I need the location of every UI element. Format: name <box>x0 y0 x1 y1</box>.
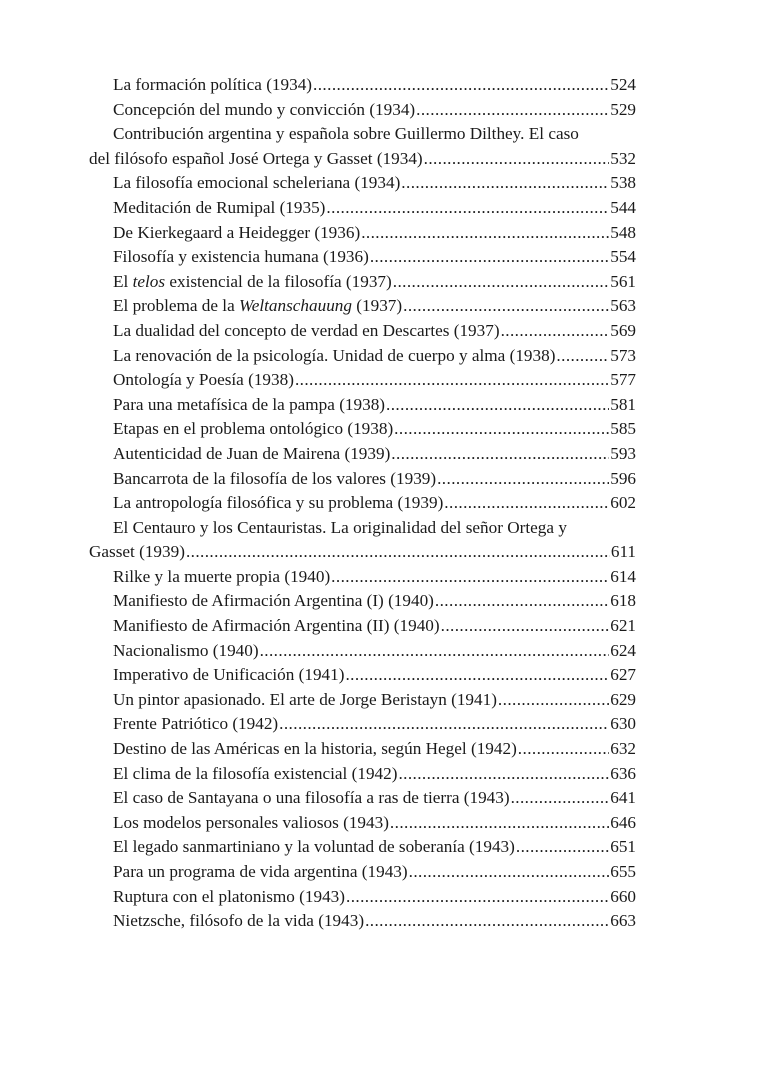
title-suffix: (1937) <box>352 296 403 316</box>
toc-entry-page: 585 <box>610 419 636 439</box>
toc-entry-page: 532 <box>610 148 636 168</box>
toc-entry-title: Filosofía y existencia humana (1936) <box>113 247 369 267</box>
toc-entry <box>89 835 636 860</box>
title-prefix: El <box>113 271 133 291</box>
toc-entry-title: La formación política (1934) <box>113 75 313 94</box>
toc-entry-title: Destino de las Américas en la historia, según Hegel (1942) <box>113 739 517 759</box>
toc-entry-title: El legado sanmartiniano y la voluntad de soberanía (1943) <box>113 837 515 857</box>
toc-entry-title <box>113 270 392 295</box>
toc-entry <box>89 688 636 713</box>
dot-leader <box>501 319 610 344</box>
toc-entry <box>89 270 636 295</box>
toc-entry-title: La renovación de la psicología. Unidad de cuerpo y alma (1938) <box>113 345 556 365</box>
toc-entry-page: 627 <box>610 665 636 685</box>
toc-entry-page: 593 <box>610 443 636 463</box>
dot-leader <box>326 196 609 221</box>
toc-entry-page: 624 <box>610 640 636 660</box>
toc-entry-page: 573 <box>610 345 636 365</box>
dot-leader <box>437 467 609 492</box>
toc-entry <box>89 589 636 614</box>
toc-entry-title: Frente Patriótico (1942) <box>113 714 279 734</box>
dot-leader <box>403 294 609 319</box>
toc-entry-page: 529 <box>610 99 636 119</box>
title-prefix: El problema de la <box>113 296 239 316</box>
dot-leader <box>331 565 609 590</box>
dot-leader <box>398 762 609 787</box>
toc-entry-title: La antropología filosófica y su problema (1939) <box>113 493 444 513</box>
dot-leader <box>279 712 609 737</box>
toc-entry-title: Ontología y Poesía (1938) <box>113 370 294 390</box>
toc-entry-page: 641 <box>610 788 636 808</box>
dot-leader <box>346 885 609 910</box>
toc-entry <box>89 98 636 123</box>
dot-leader <box>386 393 609 418</box>
toc-entry <box>89 171 636 196</box>
toc-entry-title-line1: El Centauro y los Centauristas. La originalidad del señor Ortega y <box>113 517 567 537</box>
toc-entry-page: 569 <box>610 320 636 340</box>
toc-entry-page: 611 <box>610 542 636 562</box>
dot-leader <box>424 147 610 172</box>
toc-entry-page: 602 <box>610 493 636 513</box>
dot-leader <box>365 909 609 934</box>
dot-leader <box>498 688 609 713</box>
toc-entry-title: De Kierkegaard a Heidegger (1936) <box>113 222 361 242</box>
toc-entry <box>89 565 636 590</box>
toc-entry <box>89 442 636 467</box>
toc-entry-page: 660 <box>610 886 636 906</box>
toc-entry <box>89 737 636 762</box>
table-of-contents <box>89 73 636 934</box>
toc-entry-page: 581 <box>610 394 636 414</box>
toc-entry-title: Imperativo de Unificación (1941) <box>113 665 345 685</box>
toc-entry-page: 646 <box>610 812 636 832</box>
toc-entry <box>89 712 636 737</box>
title-suffix: existencial de la filosofía (1937) <box>165 271 392 291</box>
toc-entry-page: 636 <box>610 763 636 783</box>
toc-entry-page: 524 <box>610 75 636 94</box>
toc-entry <box>89 368 636 393</box>
toc-entry-title: Manifiesto de Afirmación Argentina (I) (1940) <box>113 591 434 611</box>
dot-leader <box>556 344 609 369</box>
title-emphasis: telos <box>132 271 166 291</box>
toc-entry <box>89 491 636 516</box>
dot-leader <box>393 270 609 295</box>
dot-leader <box>401 171 609 196</box>
dot-leader <box>370 245 609 270</box>
toc-entry-title: La dualidad del concepto de verdad en Descartes (1937) <box>113 320 500 340</box>
toc-entry-page: 618 <box>610 591 636 611</box>
toc-entry-title <box>113 294 402 319</box>
toc-entry-page: 596 <box>610 468 636 488</box>
dot-leader <box>518 737 609 762</box>
toc-entry-page: 548 <box>610 222 636 242</box>
toc-entry-title: Autenticidad de Juan de Mairena (1939) <box>113 443 391 463</box>
toc-entry-page: 538 <box>610 173 636 193</box>
dot-leader <box>361 221 609 246</box>
toc-entry-title: Manifiesto de Afirmación Argentina (II) (1940) <box>113 616 440 636</box>
toc-entry <box>89 516 636 565</box>
dot-leader <box>435 589 609 614</box>
dot-leader <box>345 663 609 688</box>
toc-entry <box>89 786 636 811</box>
toc-entry <box>89 122 636 171</box>
toc-entry <box>89 245 636 270</box>
dot-leader <box>391 442 609 467</box>
toc-entry-page: 655 <box>610 862 636 881</box>
toc-entry-page: 663 <box>610 911 636 931</box>
dot-leader <box>394 417 609 442</box>
title-emphasis: Weltanschauung <box>239 296 352 316</box>
toc-entry-title: Para un programa de vida argentina (1943) <box>113 862 408 881</box>
toc-entry <box>89 885 636 910</box>
toc-entry-page: 621 <box>610 616 636 636</box>
dot-leader <box>409 860 610 885</box>
toc-entry-page: 630 <box>610 714 636 734</box>
toc-entry <box>89 319 636 344</box>
toc-entry-page: 629 <box>610 689 636 709</box>
toc-entry-title: Meditación de Rumipal (1935) <box>113 197 326 217</box>
toc-entry-title: Para una metafísica de la pampa (1938) <box>113 394 386 414</box>
dot-leader <box>444 491 609 516</box>
toc-entry-title: Los modelos personales valiosos (1943) <box>113 812 389 832</box>
toc-entry <box>89 344 636 369</box>
dot-leader <box>441 614 610 639</box>
toc-entry-title: Ruptura con el platonismo (1943) <box>113 886 345 906</box>
toc-entry <box>89 294 636 319</box>
toc-entry-page: 651 <box>610 837 636 857</box>
toc-entry <box>89 73 636 98</box>
dot-leader <box>390 811 609 836</box>
toc-entry <box>89 762 636 787</box>
toc-entry <box>89 196 636 221</box>
dot-leader <box>186 540 610 565</box>
toc-entry-title: Bancarrota de la filosofía de los valores (1939) <box>113 468 437 488</box>
toc-entry <box>89 639 636 664</box>
toc-entry-title: El caso de Santayana o una filosofía a ras de tierra (1943) <box>113 788 510 808</box>
toc-entry-page: 632 <box>610 739 636 759</box>
toc-entry <box>89 467 636 492</box>
toc-entry-title: Nacionalismo (1940) <box>113 640 259 660</box>
toc-entry <box>89 614 636 639</box>
toc-entry <box>89 417 636 442</box>
toc-entry <box>89 393 636 418</box>
dot-leader <box>295 368 609 393</box>
toc-entry-page: 544 <box>610 197 636 217</box>
toc-entry-page: 554 <box>610 247 636 267</box>
toc-entry-title-line1: Contribución argentina y española sobre Guillermo Dilthey. El caso <box>113 124 579 144</box>
toc-entry-title: Etapas en el problema ontológico (1938) <box>113 419 394 439</box>
toc-entry <box>89 221 636 246</box>
toc-entry-title: Concepción del mundo y convicción (1934) <box>113 99 416 119</box>
toc-entry-title: La filosofía emocional scheleriana (1934) <box>113 173 401 193</box>
toc-entry <box>89 860 636 885</box>
toc-entry-page: 614 <box>610 566 636 586</box>
dot-leader <box>516 835 609 860</box>
dot-leader <box>511 786 610 811</box>
toc-entry-title: El clima de la filosofía existencial (1942) <box>113 763 398 783</box>
toc-entry-title: Nietzsche, filósofo de la vida (1943) <box>113 911 365 931</box>
toc-entry <box>89 663 636 688</box>
toc-entry-title: Un pintor apasionado. El arte de Jorge Beristayn (1941) <box>113 689 497 709</box>
toc-entry-page: 561 <box>610 271 636 291</box>
toc-entry-title: Rilke y la muerte propia (1940) <box>113 566 331 586</box>
toc-entry <box>89 811 636 836</box>
toc-entry-page: 563 <box>610 296 636 316</box>
dot-leader <box>260 639 610 664</box>
dot-leader <box>416 98 609 123</box>
toc-entry-page: 577 <box>610 370 636 390</box>
toc-entry-title-line2: del filósofo español José Ortega y Gasset (1934) <box>89 148 423 168</box>
dot-leader <box>313 73 609 98</box>
toc-entry <box>89 909 636 934</box>
toc-entry-title-line2: Gasset (1939) <box>89 542 185 562</box>
